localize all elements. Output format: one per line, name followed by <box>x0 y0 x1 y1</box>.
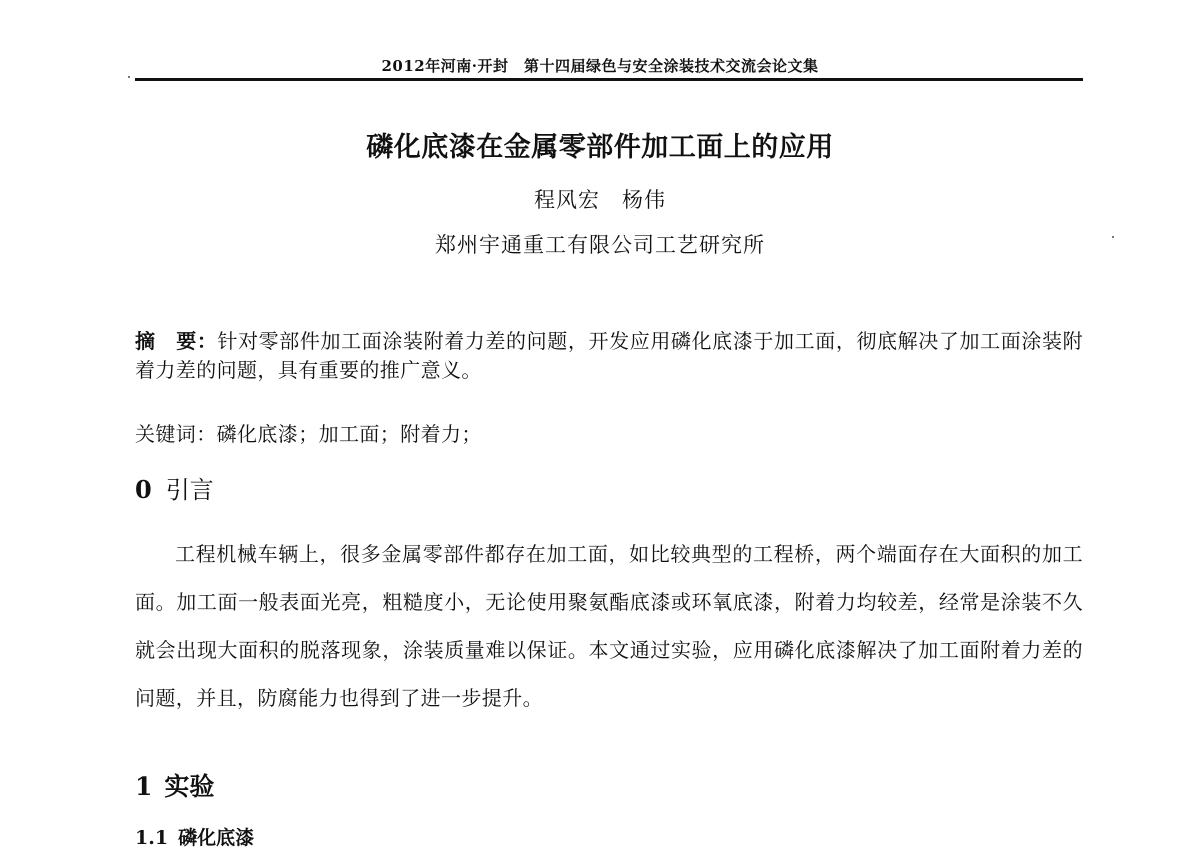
section-number: 1 <box>135 772 153 801</box>
affiliation: 郑州宇通重工有限公司工艺研究所 <box>435 233 765 257</box>
section-paragraph: 工程机械车辆上，很多金属零部件都存在加工面，如比较典型的工程桥，两个端面存在大面积的加工面。加工面一般表面光亮，粗糙度小，无论使用聚氨酯底漆或环氧底漆，附着力均较差，经常是涂装不久就会出现大面积的脱落现象，涂装质量难以保证。本文通过实验，应用磷化底漆解决了加工面附着力差的问题，并且，防腐能力也得到了进一步提升。 <box>135 542 1083 710</box>
section-title: 实验 <box>164 772 215 801</box>
scan-speck <box>1112 236 1114 238</box>
author-name: 杨伟 <box>622 188 666 212</box>
abstract-text: 针对零部件加工面涂装附着力差的问题，开发应用磷化底漆于加工面，彻底解决了加工面涂装附着力差的问题，具有重要的推广意义。 <box>135 329 1083 382</box>
keywords <box>135 420 1083 449</box>
section-number: 0 <box>135 475 152 504</box>
subsection-number: 1.1 <box>135 827 169 849</box>
paper-title: 磷化底漆在金属零部件加工面上的应用 <box>366 132 834 163</box>
running-header: 2012年河南·开封 第十四届绿色与安全涂装技术交流会论文集 <box>381 57 819 75</box>
header-rule <box>135 78 1083 81</box>
section-heading <box>135 767 214 803</box>
section-title: 引言 <box>165 476 214 504</box>
section-heading <box>135 470 214 505</box>
abstract-label: 摘 要： <box>135 329 218 353</box>
keywords-label: 关键词： <box>135 422 217 446</box>
scan-speck <box>128 76 130 78</box>
subsection-title: 磷化底漆 <box>178 827 255 849</box>
author-name: 程风宏 <box>534 188 600 212</box>
keywords-text: 磷化底漆；加工面；附着力； <box>216 422 482 446</box>
author-list <box>0 184 1200 214</box>
abstract <box>135 327 1083 385</box>
subsection-heading <box>135 823 254 850</box>
